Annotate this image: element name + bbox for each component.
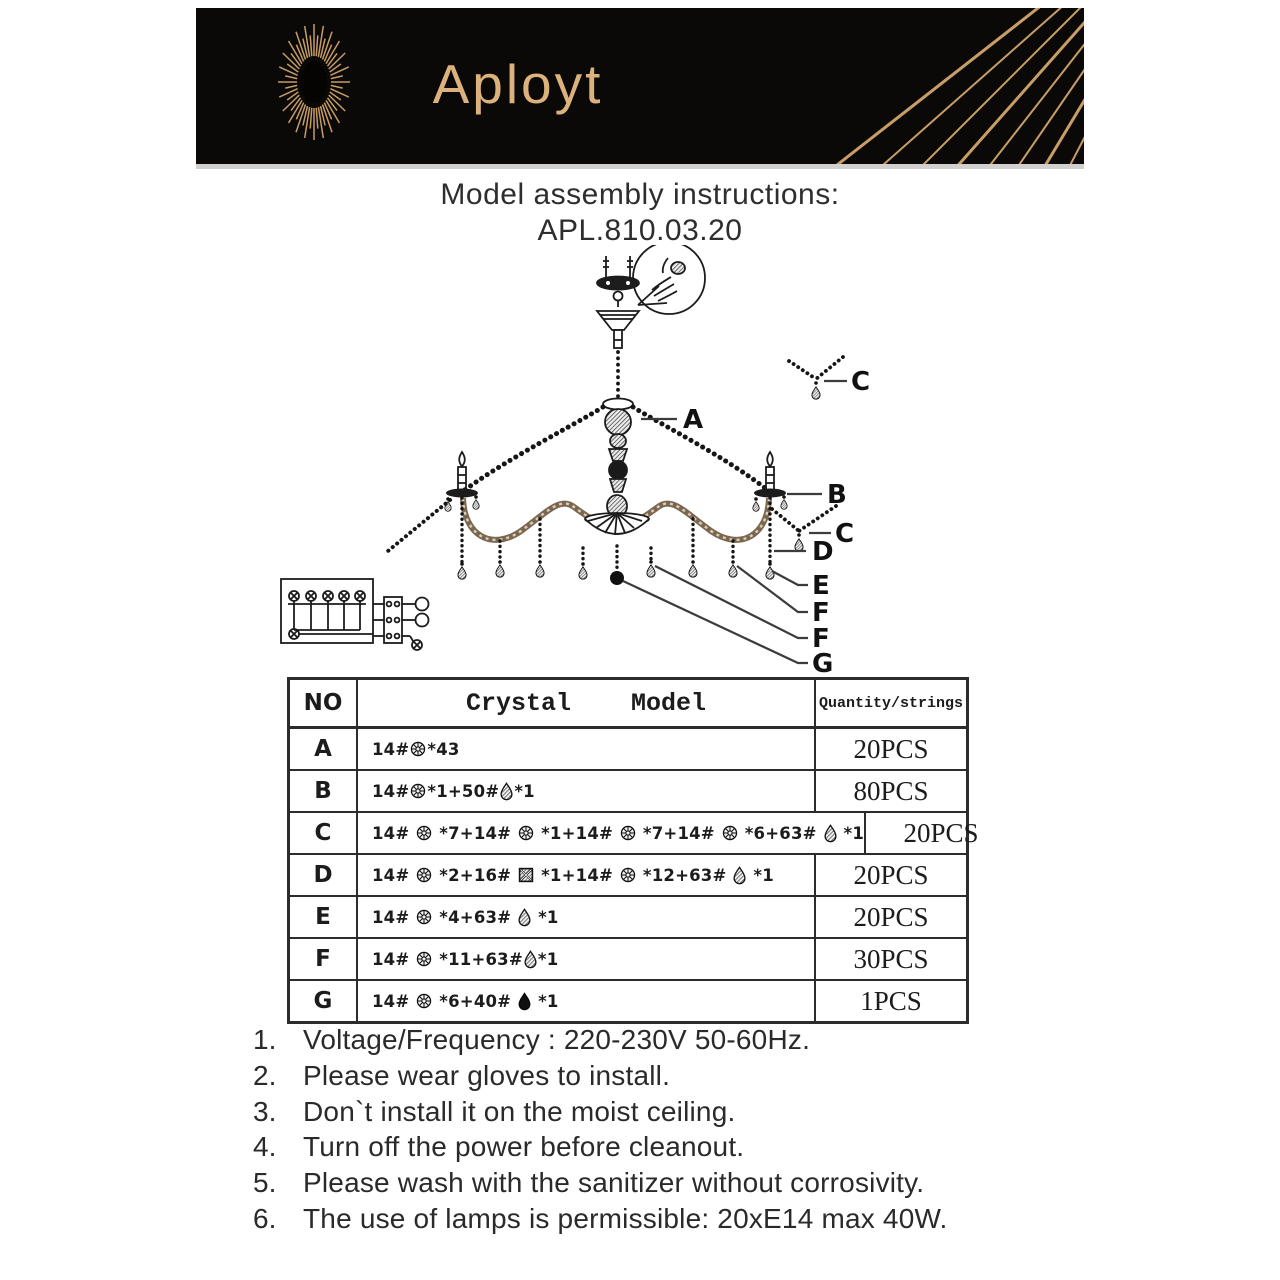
left-connector-strand (388, 500, 450, 551)
part-letter: A (290, 729, 358, 769)
crystal-square-bead-icon (518, 867, 534, 883)
instruction-number: 3. (253, 1095, 277, 1127)
table-body (290, 729, 979, 1021)
quantity-value: 20PCS (814, 855, 966, 895)
crystal-round-bead-icon (518, 825, 534, 841)
crystal-model-spec: 14# *11+63# *1 (372, 949, 559, 969)
instruction-item (253, 1058, 1263, 1094)
instruction-text: Please wear gloves to install. (303, 1059, 671, 1091)
quantity-value: 20PCS (864, 813, 1016, 853)
instruction-item (253, 1022, 1263, 1058)
diagram-label-b: B (827, 480, 847, 510)
diagram-label-f-upper: F (812, 598, 830, 628)
instruction-number: 1. (253, 1024, 277, 1055)
crystal-round-bead-icon (416, 993, 432, 1009)
crystal-round-bead-icon (410, 741, 426, 757)
crystal-drop-bead-icon (500, 782, 513, 801)
crystal-model-spec: 14# *7+14# *1+14# *7+14# *6+63# *1 (372, 823, 865, 843)
crystal-round-bead-icon (416, 909, 432, 925)
table-row (290, 979, 966, 1021)
diagram-label-d: D (812, 537, 834, 567)
brand-logo-text: Aployt (432, 53, 604, 115)
central-column (585, 409, 649, 535)
part-letter: B (290, 771, 358, 811)
crystal-model-spec: 14# *6+40# *1 (372, 991, 559, 1011)
crystal-round-bead-icon (620, 825, 636, 841)
instruction-text: Turn off the power before cleanout. (303, 1131, 745, 1163)
banner-background (196, 8, 1084, 164)
quantity-value: 20PCS (814, 897, 966, 937)
quantity-value: 1PCS (814, 981, 966, 1021)
crystal-parts-table (287, 677, 979, 1024)
table-row (290, 937, 966, 979)
diagram-label-a: A (683, 405, 704, 435)
hand-detail-inset (633, 245, 705, 314)
y-connector-top (789, 357, 843, 399)
crystal-dark-drop-bead-icon (518, 992, 531, 1011)
crystal-round-bead-icon (416, 951, 432, 967)
instruction-number: 6. (253, 1202, 277, 1234)
instruction-item (253, 1201, 1263, 1237)
wiring-diagram (281, 579, 429, 650)
crystal-model-spec: 14# *2+16# *1+14# *12+63# *1 (372, 865, 774, 885)
crystal-model-spec: 14# *1+50# *1 (372, 781, 535, 801)
table-row (290, 729, 966, 769)
part-letter: C (290, 813, 358, 853)
diagram-label-c-mid: C (835, 519, 855, 549)
part-letter: D (290, 855, 358, 895)
column-header-no: NO (290, 680, 358, 726)
instruction-number: 4. (253, 1131, 277, 1163)
crystal-round-bead-icon (410, 783, 426, 799)
crystal-drop-bead-icon (824, 824, 837, 843)
table-row (290, 811, 979, 853)
crystal-round-bead-icon (416, 825, 432, 841)
column-header-model: Crystal Model (465, 688, 707, 718)
chandelier-assembly-diagram (270, 245, 910, 675)
instruction-item (253, 1129, 1263, 1165)
diagram-label-e: E (812, 571, 830, 601)
instructions-list (253, 1022, 1263, 1237)
crystal-round-bead-icon (416, 867, 432, 883)
part-letter: G (290, 981, 358, 1021)
diagram-label-g: G (812, 649, 834, 675)
column-header-quantity: Quantity/strings (814, 680, 966, 726)
crystal-model-spec: 14# *4+63# *1 (372, 907, 559, 927)
diagram-label-c-top: C (851, 367, 871, 397)
top-bobeche (603, 399, 633, 410)
quantity-value: 30PCS (814, 939, 966, 979)
quantity-value: 20PCS (814, 729, 966, 769)
instruction-text: Don`t install it on the moist ceiling. (303, 1095, 736, 1127)
instruction-item (253, 1094, 1263, 1130)
diagram-label-f-lower: F (812, 624, 830, 654)
crystal-drop-bead-icon (733, 866, 746, 885)
crystal-round-bead-icon (722, 825, 738, 841)
crystal-drop-bead-icon (524, 950, 537, 969)
crystal-drop-bead-icon (518, 908, 531, 927)
instruction-number: 2. (253, 1059, 277, 1091)
table-header-row (290, 680, 966, 729)
page-title: Model assembly instructions: (440, 178, 840, 211)
crystal-round-bead-icon (620, 867, 636, 883)
ceiling-canopy (597, 311, 639, 348)
center-drop-G (610, 546, 624, 585)
instruction-text: The use of lamps is permissible: 20xE14 max 40W. (303, 1202, 948, 1234)
part-letter: F (290, 939, 358, 979)
table-row (290, 769, 966, 811)
crystal-model-spec: 14# *43 (372, 739, 460, 759)
instruction-item (253, 1165, 1263, 1201)
starburst-center (301, 61, 327, 103)
instruction-text: Please wash with the sanitizer without corrosivity. (303, 1167, 925, 1199)
table-row (290, 853, 966, 895)
model-code: APL.810.03.20 (537, 214, 743, 247)
instruction-number: 5. (253, 1167, 277, 1199)
table-row (290, 895, 966, 937)
quantity-value: 80PCS (814, 771, 966, 811)
brand-banner (196, 8, 1084, 169)
instruction-text: Voltage/Frequency : 220-230V 50-60Hz. (303, 1024, 811, 1055)
part-letter: E (290, 897, 358, 937)
